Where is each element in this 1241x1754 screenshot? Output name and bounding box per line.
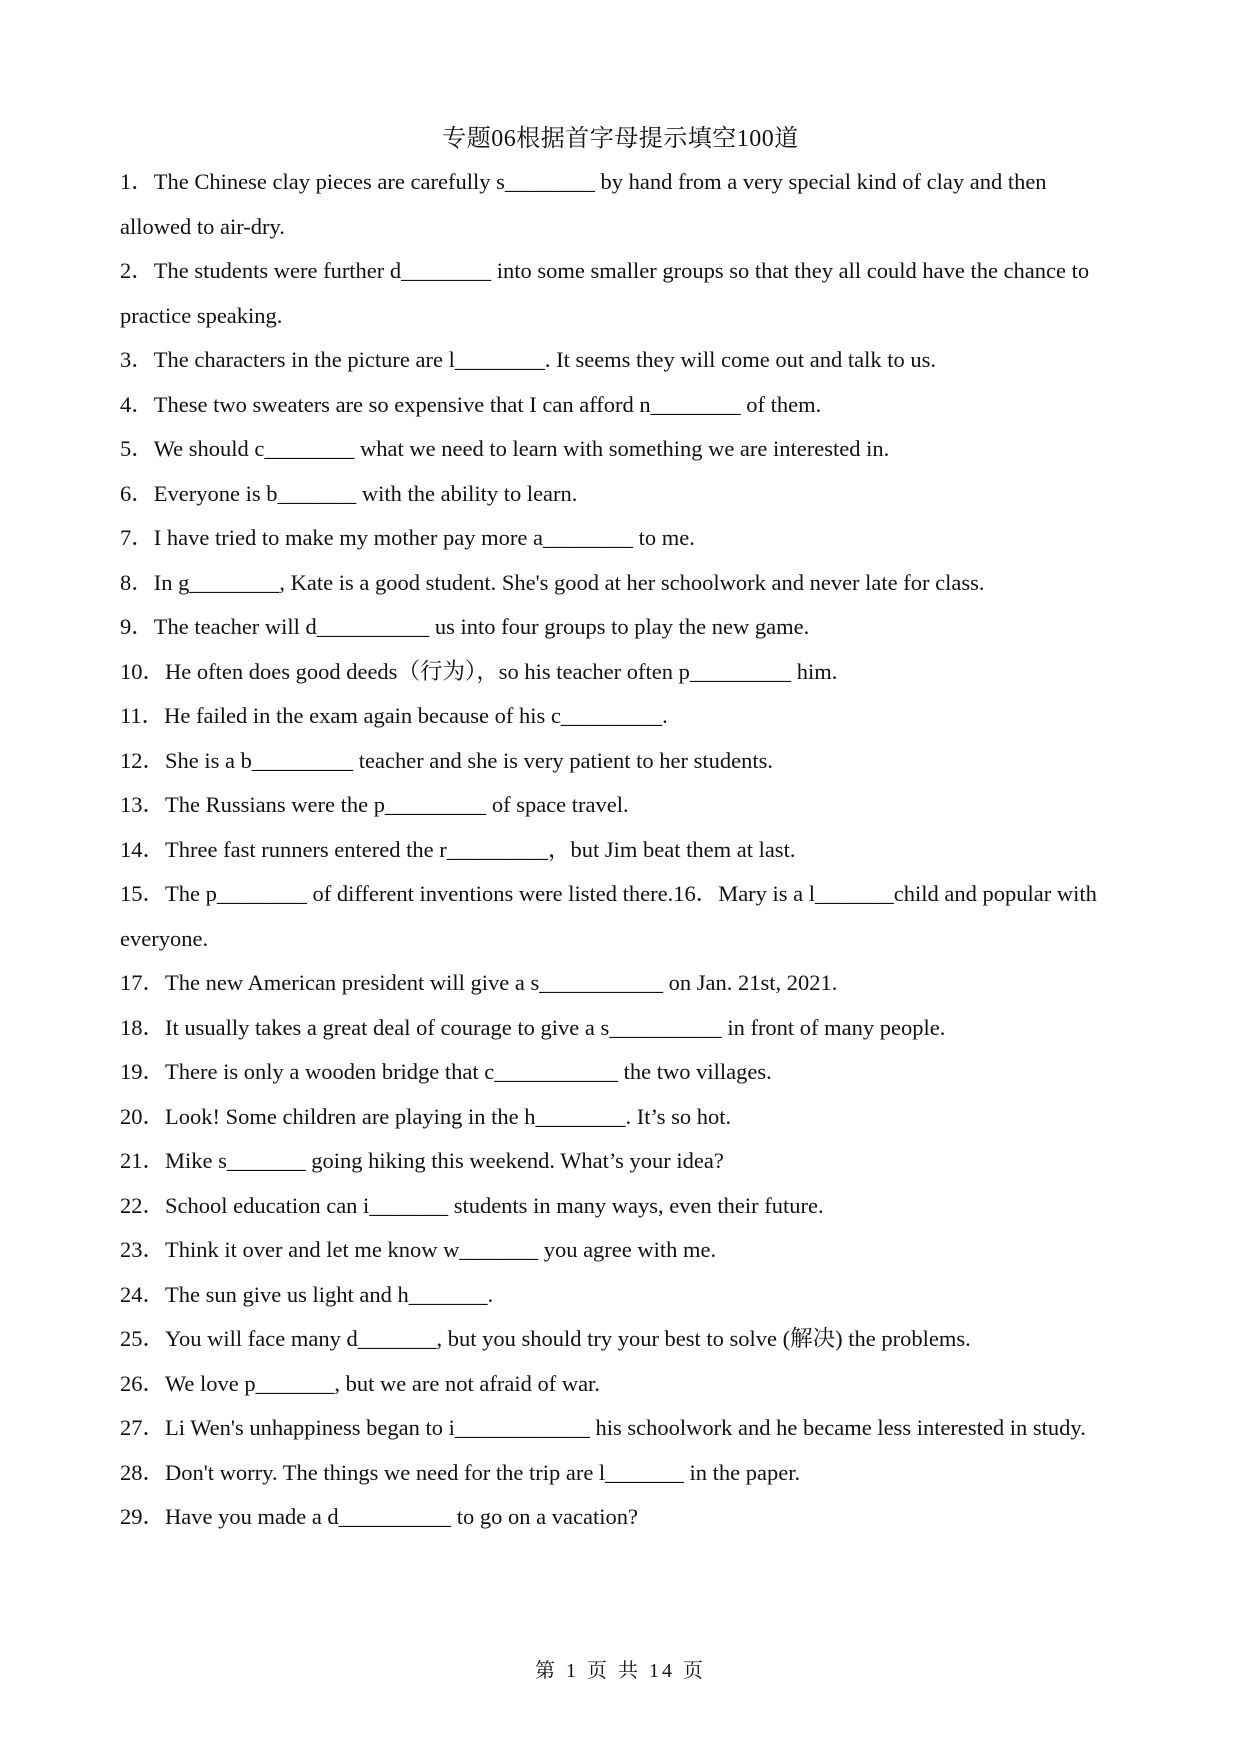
question-item: 23．Think it over and let me know w_______ you agree with me. [120, 1237, 717, 1262]
question-item: 5．We should c________ what we need to learn with something we are interested in. [120, 436, 890, 461]
question-item: 15．The p________ of different inventions were listed there.16．Mary is a l_______child and popular with everyone. [120, 881, 1097, 951]
question-item: 17．The new American president will give a s___________ on Jan. 21st, 2021. [120, 970, 838, 995]
question-item: 7．I have tried to make my mother pay more a________ to me. [120, 525, 695, 550]
question-item: 18．It usually takes a great deal of courage to give a s__________ in front of many people. [120, 1014, 946, 1040]
question-item: 3．The characters in the picture are l________. It seems they will come out and talk to us. [120, 347, 937, 372]
question-item: 14．Three fast runners entered the r_________，but Jim beat them at last. [120, 836, 796, 862]
question-item: 21．Mike s_______ going hiking this weekend. What’s your idea? [120, 1148, 724, 1173]
question-item: 19．There is only a wooden bridge that c___________ the two villages. [120, 1059, 772, 1084]
question-list [120, 160, 1120, 1540]
question-item: 13．The Russians were the p_________ of space travel. [120, 792, 629, 817]
question-item: 20．Look! Some children are playing in the h________. It’s so hot. [120, 1103, 732, 1129]
question-item: 11．He failed in the exam again because of his c_________. [120, 703, 668, 728]
question-item: 27．Li Wen's unhappiness began to i____________ his schoolwork and he became less interested in study. [120, 1415, 1086, 1440]
question-item: 6．Everyone is b_______ with the ability to learn. [120, 480, 578, 506]
question-item: 28．Don't worry. The things we need for the trip are l_______ in the paper. [120, 1459, 801, 1485]
question-item: 2．The students were further d________ into some smaller groups so that they all could have the chance to practice speaking. [120, 258, 1090, 328]
question-item: 26．We love p_______, but we are not afraid of war. [120, 1370, 600, 1396]
question-item: 25．You will face many d_______, but you should try your best to solve (解决) the problems. [120, 1326, 971, 1351]
question-item: 8．In g________, Kate is a good student. She's good at her schoolwork and never late for class. [120, 569, 985, 595]
question-item: 1．The Chinese clay pieces are carefully s________ by hand from a very special kind of clay and then allowed to air-dry. [120, 169, 1047, 239]
question-item: 12．She is a b_________ teacher and she is very patient to her students. [120, 747, 773, 773]
question-item: 22．School education can i_______ students in many ways, even their future. [120, 1192, 824, 1218]
question-item: 29．Have you made a d__________ to go on a vacation? [120, 1504, 638, 1529]
page-title: 专题06根据首字母提示填空100道 [442, 126, 799, 152]
question-item: 24．The sun give us light and h_______. [120, 1281, 494, 1307]
question-item: 10．He often does good deeds（行为），so his teacher often p_________ him. [120, 658, 838, 684]
question-item: 9．The teacher will d__________ us into four groups to play the new game. [120, 614, 810, 639]
page-footer: 第 1 页 共 14 页 [535, 1660, 706, 1682]
question-item: 4．These two sweaters are so expensive that I can afford n________ of them. [120, 391, 822, 417]
